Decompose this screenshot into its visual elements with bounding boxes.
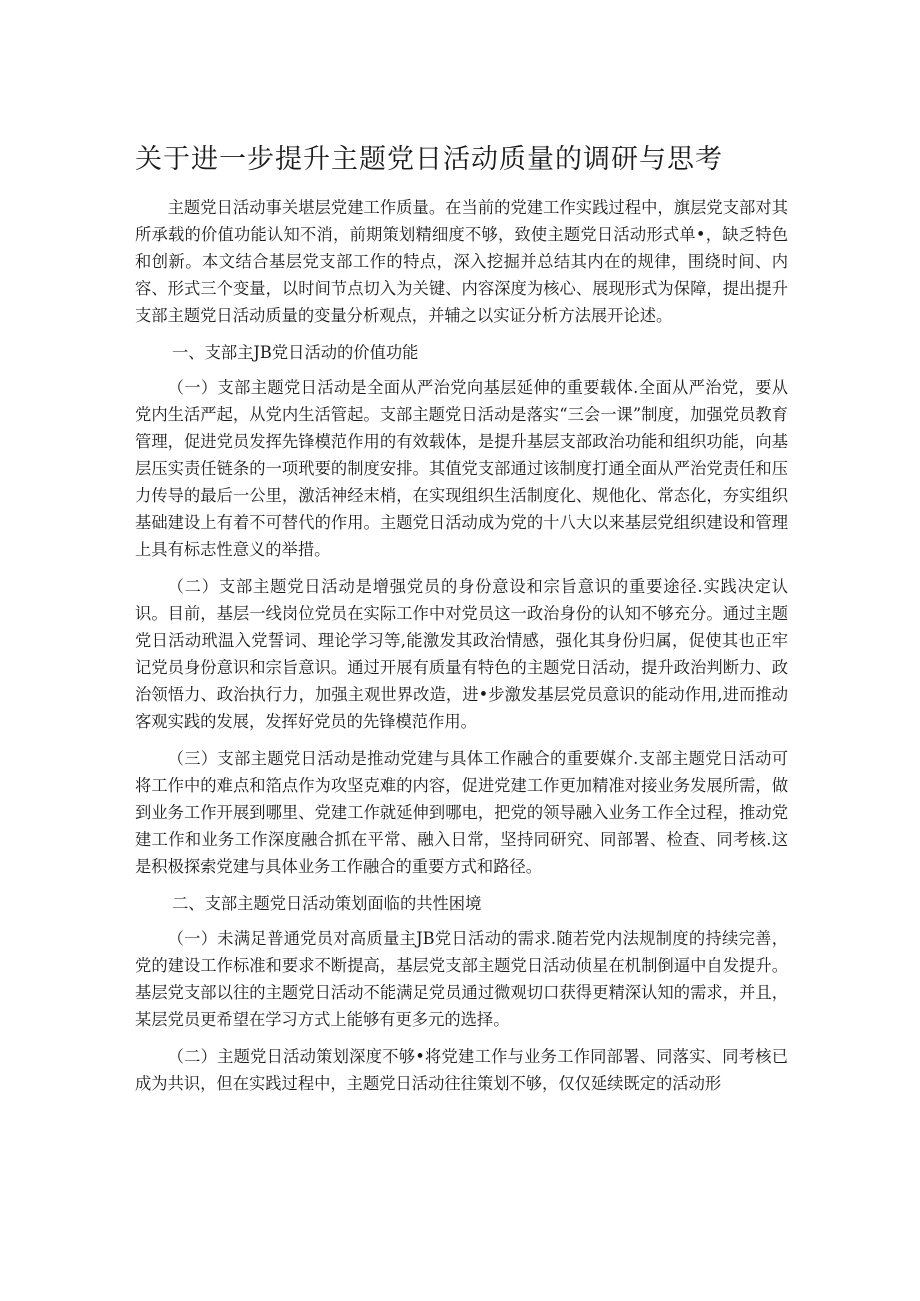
document-title: 关于进一步提升主题党日活动质量的调研与思考 <box>135 144 723 175</box>
document-body <box>135 194 788 1107</box>
section-1-paragraph-1: （一）支部主题党日活动是全面从严治党向基层延伸的重要载体.全面从严治党，要从党内生活严起，从党内生活管起。支部主题党日活动是落实“三会一课”制度，加强党员教育管理，促进党员发挥先锋模范作用的有效载体，是提升基层支部政治功能和组织功能，向基层压实责任链条的一项玳要的制度安排。其值党支部通过该制度打通全面从严治党责任和压力传导的最后一公里，激活神经末梢，在实现组织生活制度化、规他化、常态化，夯实组织基础建设上有着不可替代的作用。主题党日活动成为党的十八大以来基层党组织建设和管理上具有标志性意义的举措。 <box>135 378 788 559</box>
section-1-heading: 一、支部主JB党日活动的价值功能 <box>172 343 419 362</box>
section-2-paragraph-2: （二）主题党日活动策划深度不够•将党建工作与业务工作同部署、同落实、同考核已成为共识，但在实践过程中，主题党日活动往往策划不够，仅仅延续既定的活动形 <box>135 1047 788 1093</box>
section-2-paragraph-1: （一）未满足普通党员对高质量主JB党日活动的需求.随若党内法规制度的持续完善，党的建设工作标准和要求不断提高，基层党支部主题党日活动侦星在机制倒逼中自发提升。基层党支部以往的主题党日活动不能满足党员通过微观切口获得更精深认知的需求，并且，某层党员更希望在学习方式上能够有更多元的选择。 <box>135 929 788 1029</box>
section-1-paragraph-2: （二）支部主题党日活动是增强党员的身份意设和宗旨意识的重要途径.实践决定认识。目前，基层一线岗位党员在实际工作中对党员这一政治身份的认知不够充分。通过主题党日活动玳温入党誓词、理论学习等,能激发其政治情感，强化其身份归属，促使其也正牢记党员身份意识和宗旨意识。通过开展有质量有特色的主题党日活动，提升政治判断力、政治领悟力、政治执行力，加强主观世界改造，进•步激发基层党员意识的能动作用,进而推动客观实践的发展，发挥好党员的先锋模范作用。 <box>135 577 788 731</box>
section-2-heading: 二、支部主题党日活动策划面临的共性困境 <box>172 894 482 913</box>
section-1-paragraph-3: （三）支部主题党日活动是推动党建与具体工作融合的重要媒介.支部主题党日活动可将工作中的难点和箔点作为攻坚克难的内容，促进党建工作更加精准对接业务发展所需，做到业务工作开展到哪里、党建工作就延伸到哪电，把党的领导融入业务工作全过程，推动党建工作和业务工作深度融合抓在平常、融入日常，坚持同研究、同部署、检查、同考核.这是积极探索党建与具体业务工作融合的重要方式和路径。 <box>135 749 788 876</box>
intro-paragraph: 主题党日活动事关堪层党建工作质量。在当前的党建工作实践过程中，旗层党支部对其所承载的价值功能认知不消，前期策划精细度不够，致使主题党日活动形式单•，缺乏特色和创新。本文结合基层党支部工作的特点，深入挖掘并总结其内在的规律，围绕时间、内容、形式三个变量，以时间节点切入为关键、内容深度为核心、展现形式为保障，提出提升支部主题党日活动质量的变量分析观点，并辅之以实证分析方法展开论述。 <box>135 198 788 325</box>
